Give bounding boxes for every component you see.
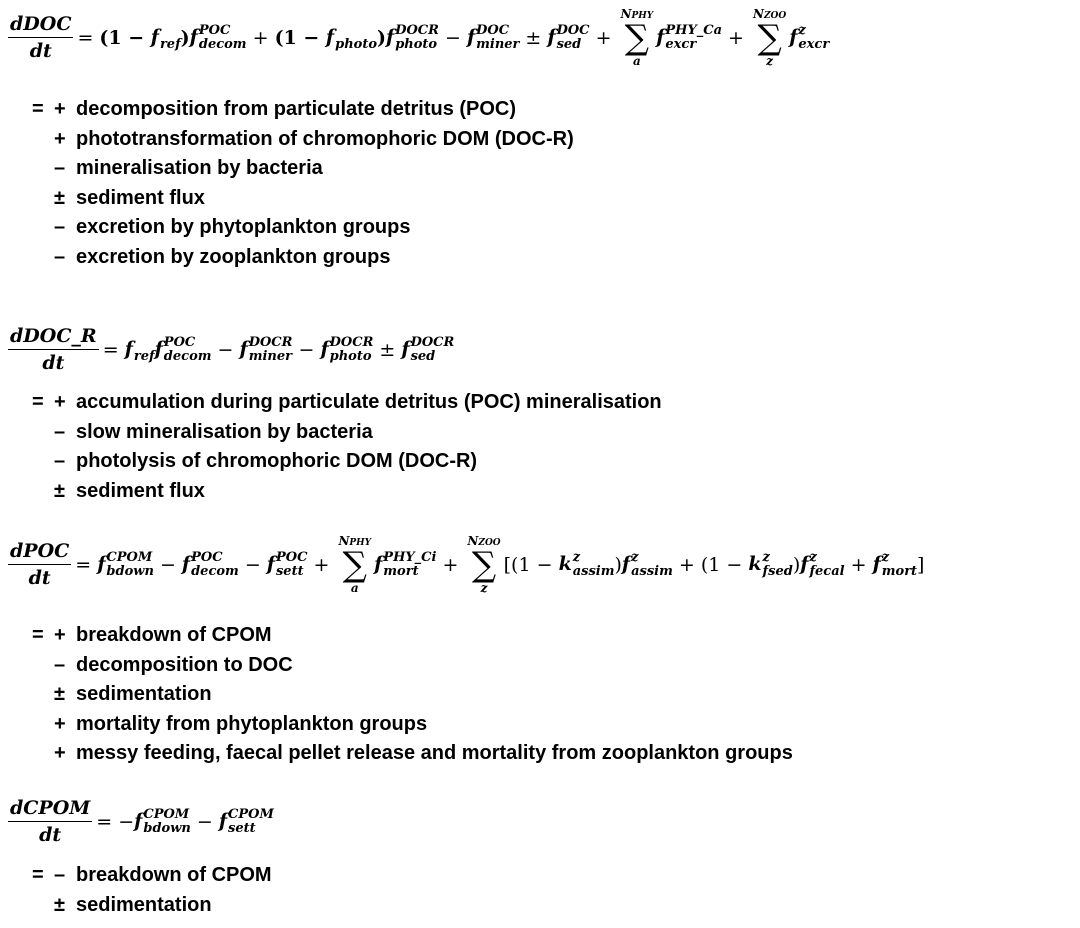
flux-superscript: DOCR <box>248 334 293 350</box>
flux-term <box>748 551 792 579</box>
term-sign: + <box>54 391 66 413</box>
flux-term <box>467 24 519 52</box>
flux-symbol: f <box>124 337 133 360</box>
operator-text: ) <box>614 553 622 576</box>
flux-term <box>800 551 844 579</box>
flux-subscript: decom <box>191 563 239 579</box>
term-description <box>32 477 662 507</box>
upper-limit-main: N <box>338 534 350 548</box>
flux-subscript: ref <box>159 36 181 52</box>
flux-term <box>326 24 377 52</box>
flux-superscript: POC <box>191 549 223 565</box>
derivative-denominator: dt <box>42 352 65 374</box>
summation-symbol: ∑ <box>624 18 649 58</box>
term-text: excretion by zooplankton groups <box>76 245 391 268</box>
term-sign: – <box>54 653 66 676</box>
term-description <box>32 710 793 740</box>
derivative-numerator: dDOC_R <box>8 325 99 350</box>
summation <box>338 535 371 594</box>
flux-term <box>656 24 722 52</box>
flux-superscript <box>160 24 181 38</box>
flux-term <box>155 336 212 364</box>
term-description <box>32 388 662 418</box>
flux-symbol: f <box>621 552 631 575</box>
flux-scripts <box>665 24 722 52</box>
flux-superscript: DOC <box>556 22 590 38</box>
flux-term <box>320 336 373 364</box>
flux-symbol: f <box>466 25 476 48</box>
operator-text: [(1 − <box>503 553 559 576</box>
operator-text: = <box>75 553 98 576</box>
flux-subscript: assim <box>572 563 615 579</box>
term-sign: – <box>54 420 66 443</box>
term-sign: + <box>54 98 66 120</box>
flux-subscript: bdown <box>106 563 154 579</box>
term-sign: ± <box>54 893 65 916</box>
flux-term <box>789 24 829 52</box>
flux-symbol: f <box>325 25 335 48</box>
summation-symbol: ∑ <box>471 545 497 585</box>
flux-scripts <box>631 551 673 579</box>
flux-scripts <box>411 336 455 364</box>
flux-term <box>267 551 308 579</box>
operator-text: (1 − <box>274 26 326 49</box>
operator-text: + <box>307 553 336 576</box>
term-list-doc <box>32 95 574 272</box>
term-sign: – <box>54 450 66 472</box>
equation-doc <box>8 8 829 67</box>
term-text: decomposition to DOC <box>76 653 293 676</box>
flux-scripts <box>882 551 917 579</box>
flux-symbol: f <box>97 552 106 575</box>
flux-superscript: z <box>631 549 639 565</box>
term-sign: – <box>54 864 66 886</box>
flux-symbol: f <box>386 25 395 48</box>
term-description <box>32 891 272 921</box>
flux-term <box>125 336 155 364</box>
term-description <box>32 95 574 125</box>
operator-text: ) <box>180 26 190 49</box>
summation-lower-limit: z <box>480 581 488 595</box>
flux-superscript: DOCR <box>410 334 455 350</box>
operator-text: + <box>589 26 618 49</box>
term-sign: + <box>54 127 66 150</box>
summation-symbol: ∑ <box>342 545 367 585</box>
operator-text: ) <box>792 553 801 576</box>
flux-term <box>873 551 917 579</box>
term-description <box>32 739 793 769</box>
derivative-fraction <box>8 13 73 62</box>
flux-scripts <box>573 551 615 579</box>
flux-symbol: f <box>134 809 143 832</box>
flux-superscript: CPOM <box>143 806 190 822</box>
flux-symbol: k <box>748 552 762 575</box>
operator-text: ± <box>373 338 402 361</box>
term-list-doc-r <box>32 388 662 506</box>
upper-limit-sub: ZOO <box>763 11 787 21</box>
flux-superscript: z <box>762 549 770 565</box>
upper-limit-main: N <box>467 534 479 548</box>
flux-scripts <box>809 551 844 579</box>
term-description <box>32 651 793 681</box>
term-sign: ± <box>54 683 65 705</box>
flux-superscript: DOCR <box>395 22 439 38</box>
flux-symbol: f <box>374 552 383 575</box>
equation-poc <box>8 535 924 594</box>
flux-symbol: f <box>189 25 198 48</box>
term-description <box>32 125 574 155</box>
flux-scripts <box>476 24 519 52</box>
flux-term <box>240 336 293 364</box>
summation-symbol: ∑ <box>757 18 782 58</box>
flux-term <box>547 24 589 52</box>
term-sign: – <box>54 216 66 238</box>
term-text: sedimentation <box>76 893 212 916</box>
flux-symbol: f <box>800 552 809 575</box>
operator-text: + <box>844 553 873 576</box>
flux-scripts <box>164 336 212 364</box>
flux-scripts <box>798 24 829 52</box>
flux-subscript: mort <box>383 563 419 579</box>
flux-symbol: f <box>150 25 159 48</box>
operator-text: − <box>190 810 219 833</box>
flux-scripts <box>199 24 247 52</box>
flux-scripts <box>383 551 436 579</box>
equals-mark: = <box>32 864 44 886</box>
flux-symbol: f <box>320 337 329 360</box>
flux-superscript: POC <box>275 549 308 565</box>
operator-text: = − <box>96 810 135 833</box>
flux-superscript: z <box>572 549 581 565</box>
term-text: excretion by phytoplankton groups <box>76 216 411 238</box>
flux-scripts <box>557 24 590 52</box>
term-description <box>32 154 574 184</box>
term-sign: – <box>54 245 66 268</box>
flux-symbol: k <box>558 552 572 575</box>
term-description <box>32 447 662 477</box>
flux-symbol: f <box>218 809 228 832</box>
flux-symbol: f <box>401 337 410 360</box>
term-text: photolysis of chromophoric DOM (DOC-R) <box>76 450 478 472</box>
flux-term <box>374 551 436 579</box>
term-description <box>32 621 793 651</box>
equals-mark: = <box>32 391 44 413</box>
flux-superscript: z <box>798 22 806 38</box>
term-text: phototransformation of chromophoric DOM (DOC-R) <box>76 127 574 150</box>
derivative-numerator: dPOC <box>8 540 71 565</box>
flux-superscript: POC <box>163 334 196 350</box>
operator-text: + <box>246 26 275 49</box>
flux-scripts <box>191 551 239 579</box>
flux-symbol: f <box>266 552 275 575</box>
flux-superscript: PHY_Ca <box>665 22 722 38</box>
derivative-numerator: dDOC <box>8 13 73 38</box>
derivative-denominator: dt <box>39 824 62 846</box>
flux-superscript: CPOM <box>228 806 274 822</box>
flux-subscript: fecal <box>809 563 845 579</box>
term-sign: + <box>54 624 66 646</box>
term-description <box>32 184 574 214</box>
equation-doc-r <box>8 325 454 374</box>
derivative-denominator: dt <box>29 40 52 62</box>
flux-term <box>559 551 615 579</box>
term-sign: – <box>54 157 66 179</box>
term-description <box>32 213 574 243</box>
term-sign: ± <box>54 479 65 502</box>
operator-text: = <box>77 26 100 49</box>
upper-limit-sub: ZOO <box>478 538 501 548</box>
flux-subscript: decom <box>163 348 212 364</box>
term-description <box>32 680 793 710</box>
flux-superscript: z <box>881 549 890 565</box>
summation <box>753 8 786 67</box>
flux-subscript: ref <box>133 348 155 364</box>
operator-text: ] <box>917 553 925 576</box>
flux-subscript: photo <box>329 348 372 364</box>
term-text: decomposition from particulate detritus (POC) <box>76 98 517 120</box>
flux-subscript: sett <box>275 563 304 579</box>
term-text: messy feeding, faecal pellet release and mortality from zooplankton groups <box>76 742 793 764</box>
flux-scripts <box>330 336 374 364</box>
derivative-fraction <box>8 540 71 589</box>
flux-superscript: CPOM <box>106 549 153 565</box>
derivative-fraction <box>8 797 92 846</box>
flux-term <box>401 336 454 364</box>
term-text: sediment flux <box>76 186 205 209</box>
flux-superscript: DOC <box>476 22 510 38</box>
term-text: sedimentation <box>76 683 212 705</box>
flux-term <box>386 24 439 52</box>
operator-text: + <box>722 26 750 49</box>
operator-text: = <box>102 338 125 361</box>
flux-subscript: excr <box>665 36 697 52</box>
operator-text: + (1 − <box>672 553 749 576</box>
derivative-fraction <box>8 325 99 374</box>
summation-lower-limit: a <box>632 54 641 68</box>
operator-text: ) <box>377 26 386 49</box>
operator-text: + <box>436 553 465 576</box>
term-sign: + <box>54 712 66 735</box>
term-list-poc <box>32 621 793 769</box>
flux-scripts <box>134 336 155 364</box>
flux-scripts <box>160 24 181 52</box>
flux-subscript: decom <box>198 36 247 52</box>
flux-subscript: assim <box>631 563 673 579</box>
operator-text: − <box>438 26 467 49</box>
upper-limit-main: N <box>620 7 632 21</box>
upper-limit-main: N <box>753 7 764 21</box>
flux-symbol: f <box>154 337 163 360</box>
operator-text: ± <box>519 26 548 49</box>
flux-term <box>134 808 191 836</box>
flux-scripts <box>228 808 274 836</box>
summation-lower-limit: z <box>766 54 774 68</box>
operator-text: − <box>153 553 182 576</box>
term-sign: ± <box>54 186 65 209</box>
operator-text: − <box>292 338 321 361</box>
flux-subscript: bdown <box>143 820 191 836</box>
term-sign: + <box>54 742 66 764</box>
derivative-denominator: dt <box>28 567 51 589</box>
flux-scripts <box>763 551 793 579</box>
summation <box>467 535 500 594</box>
flux-scripts <box>276 551 307 579</box>
term-text: sediment flux <box>76 479 205 502</box>
flux-scripts <box>106 551 154 579</box>
flux-subscript: photo <box>395 36 438 52</box>
summation <box>621 8 654 67</box>
flux-term <box>151 24 181 52</box>
flux-symbol: f <box>656 25 665 48</box>
flux-subscript: mort <box>881 563 918 579</box>
operator-text: − <box>211 338 240 361</box>
flux-symbol: f <box>872 552 881 575</box>
flux-term <box>219 808 274 836</box>
term-text: mortality from phytoplankton groups <box>76 712 428 735</box>
flux-subscript: fsed <box>762 563 793 579</box>
equals-mark: = <box>32 624 44 646</box>
flux-scripts <box>395 24 439 52</box>
flux-term <box>182 551 239 579</box>
flux-subscript: miner <box>248 348 292 364</box>
flux-term <box>190 24 247 52</box>
flux-superscript: POC <box>198 22 231 38</box>
flux-subscript: excr <box>798 36 830 52</box>
flux-superscript: z <box>809 549 817 565</box>
operator-text: − <box>238 553 267 576</box>
flux-symbol: f <box>547 25 556 48</box>
flux-term <box>622 551 673 579</box>
flux-term <box>97 551 154 579</box>
term-text: accumulation during particulate detritus (POC) mineralisation <box>76 391 662 413</box>
term-list-cpom <box>32 861 272 920</box>
flux-symbol: f <box>181 552 191 575</box>
flux-superscript: PHY_Ci <box>383 549 437 565</box>
flux-symbol: f <box>239 337 248 360</box>
term-description <box>32 861 272 891</box>
flux-superscript <box>335 24 377 38</box>
flux-scripts <box>143 808 191 836</box>
flux-superscript: DOCR <box>329 334 374 350</box>
upper-limit-sub: PHY <box>631 11 654 21</box>
operator-text: (1 − <box>99 26 151 49</box>
term-text: breakdown of CPOM <box>76 624 272 646</box>
term-description <box>32 243 574 273</box>
upper-limit-sub: PHY <box>349 538 372 548</box>
flux-scripts <box>249 336 293 364</box>
term-text: slow mineralisation by bacteria <box>76 420 373 443</box>
term-text: mineralisation by bacteria <box>76 157 323 179</box>
term-description <box>32 418 662 448</box>
equals-mark: = <box>32 98 44 120</box>
flux-subscript: miner <box>476 36 520 52</box>
flux-superscript <box>134 336 155 350</box>
flux-subscript: sett <box>228 820 256 836</box>
term-text: breakdown of CPOM <box>76 864 272 886</box>
flux-subscript: sed <box>556 36 582 52</box>
summation-lower-limit: a <box>350 581 359 595</box>
equation-cpom <box>8 797 274 846</box>
derivative-numerator: dCPOM <box>8 797 92 822</box>
flux-symbol: f <box>789 25 798 48</box>
flux-subscript: sed <box>410 348 436 364</box>
flux-subscript: photo <box>335 36 377 52</box>
flux-scripts <box>335 24 377 52</box>
